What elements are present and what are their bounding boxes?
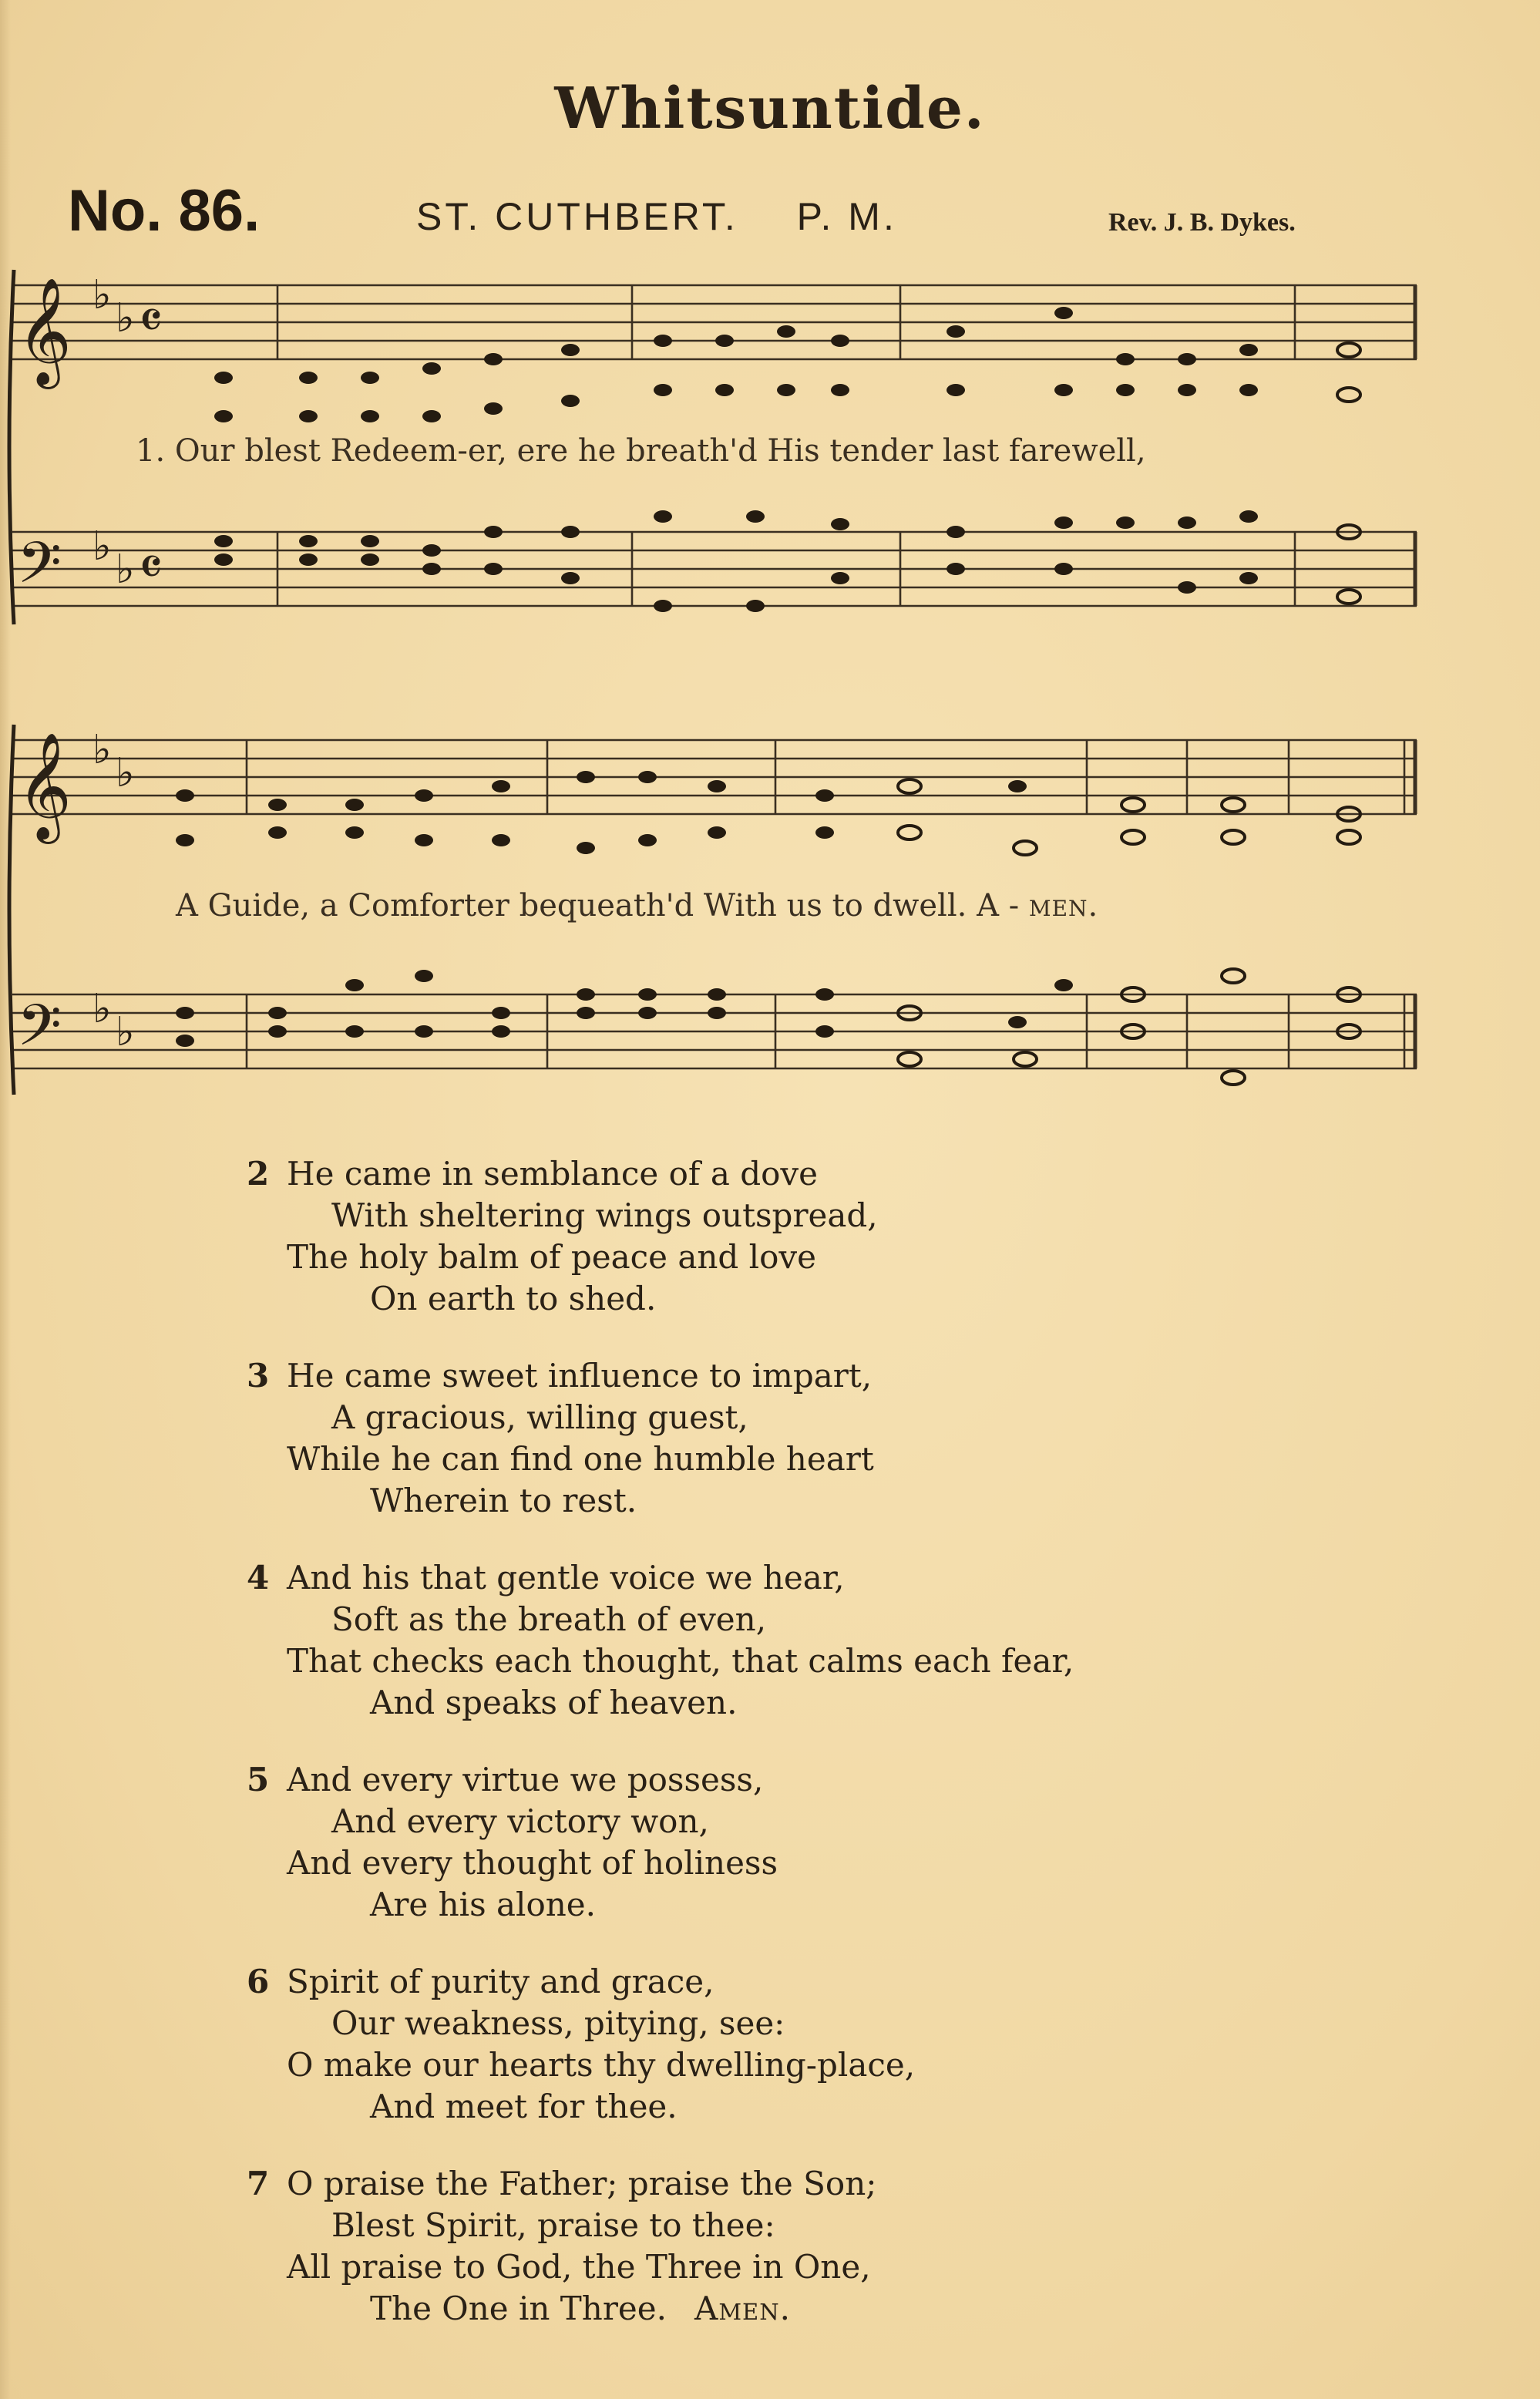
bass-half-notes-system-1: [1337, 525, 1360, 604]
bass-clef-icon-2: [17, 992, 62, 1073]
treble-clef-icon: [17, 278, 72, 389]
verse-line: O make our hearts thy dwelling-place,: [287, 2046, 916, 2084]
verse-2: [247, 1153, 1403, 1320]
svg-text:𝄢: 𝄢: [17, 530, 62, 611]
verse-number: 3: [247, 1357, 270, 1395]
svg-text:♭: ♭: [116, 295, 135, 342]
verse-text: And every virtue we possess,: [287, 1761, 764, 1798]
svg-text:♭: ♭: [116, 1009, 135, 1055]
verse-line: And meet for thee.: [370, 2088, 678, 2125]
verse-number: 4: [247, 1559, 270, 1597]
verse-line: Blest Spirit, praise to thee:: [331, 2206, 775, 2244]
svg-text:♭: ♭: [92, 727, 112, 773]
verse-line: And speaks of heaven.: [370, 1684, 738, 1721]
verse-line: That checks each thought, that calms each fear,: [287, 1642, 1074, 1680]
section-title: Whitsuntide.: [554, 76, 986, 142]
verse-4: [247, 1557, 1403, 1724]
verse-line: Soft as the breath of even,: [331, 1600, 767, 1638]
svg-text:𝄴: 𝄴: [139, 536, 163, 599]
treble-half-notes-system-1: [1337, 343, 1360, 402]
system-brace: [9, 270, 14, 624]
svg-text:♭: ♭: [92, 523, 112, 570]
verse-text: He came in semblance of a dove: [287, 1155, 818, 1193]
verse-line: [247, 1557, 1403, 1599]
hymn-header: [0, 177, 1540, 254]
lyric-amen: men.: [1028, 888, 1099, 924]
svg-text:𝄴: 𝄴: [139, 289, 163, 352]
verse-line: A gracious, willing guest,: [331, 1398, 748, 1436]
music-system-2: [0, 709, 1540, 1141]
verse-line: Are his alone.: [370, 1886, 597, 1923]
tune-meter: P. M.: [796, 195, 897, 238]
bass-notes-system-1: [214, 510, 1258, 612]
verse-text: And his that gentle voice we hear,: [287, 1559, 845, 1597]
verse-3: [247, 1355, 1403, 1522]
treble-clef-icon-2: [17, 732, 72, 844]
hymn-number: No. 86.: [68, 178, 261, 244]
verse-amen: Amen.: [694, 2290, 791, 2327]
treble-staff-2: [12, 740, 1417, 814]
verse-number: 5: [247, 1761, 270, 1798]
verse-line: [247, 2163, 1403, 2205]
verse-number: 2: [247, 1155, 270, 1193]
key-signature-flats: [92, 272, 135, 593]
system-brace-2: [9, 725, 14, 1095]
svg-text:♭: ♭: [116, 547, 135, 593]
verse-line: All praise to God, the Three in One,: [287, 2248, 871, 2286]
verse-line: And every victory won,: [331, 1802, 709, 1840]
bass-notes-system-2: [176, 970, 1073, 1047]
svg-text:𝄞: 𝄞: [17, 732, 72, 839]
tune-title: [416, 194, 897, 239]
verse-line: With sheltering wings outspread,: [331, 1196, 878, 1234]
lyric-line-2: [176, 888, 1098, 924]
lyric-line-2-main: A Guide, a Comforter bequeath'd With us to dwell. A -: [176, 888, 1020, 924]
svg-text:♭: ♭: [92, 272, 112, 318]
verse-5: [247, 1759, 1403, 1926]
verse-number: 6: [247, 1963, 270, 2000]
svg-text:𝄢: 𝄢: [17, 992, 62, 1073]
svg-text:♭: ♭: [116, 750, 135, 796]
treble-staff-1: [12, 285, 1417, 359]
verse-line: [247, 1759, 1403, 1801]
composer: Rev. J. B. Dykes.: [1108, 208, 1296, 237]
verse-line: Wherein to rest.: [370, 1482, 637, 1519]
verses: [247, 1153, 1403, 2365]
verse-line: [247, 1153, 1403, 1195]
verse-line: While he can find one humble heart: [287, 1440, 874, 1478]
bass-staff-2: [12, 994, 1417, 1068]
verse-line: Our weakness, pitying, see:: [331, 2004, 785, 2042]
verse-text: O praise the Father; praise the Son;: [287, 2165, 877, 2202]
tune-name: ST. CUTHBERT.: [416, 195, 738, 238]
verse-line: [247, 2288, 1403, 2330]
bass-half-notes-system-2: [898, 969, 1360, 1085]
verse-text: The One in Three.: [370, 2290, 667, 2327]
verse-number: 7: [247, 2165, 270, 2202]
verse-text: Spirit of purity and grace,: [287, 1963, 715, 2000]
verse-line: On earth to shed.: [370, 1280, 657, 1317]
music-system-1: [0, 262, 1540, 663]
treble-half-notes-system-2: [898, 779, 1360, 855]
verse-line: [247, 1355, 1403, 1397]
lyric-line-1: 1. Our blest Redeem-er, ere he breath'd His tender last farewell,: [136, 433, 1146, 469]
verse-6: [247, 1961, 1403, 2128]
treble-notes-system-1: [214, 307, 1258, 422]
music-score-system-2: [0, 709, 1540, 1141]
svg-text:♭: ♭: [92, 986, 112, 1032]
verse-7: [247, 2163, 1403, 2330]
verse-line: The holy balm of peace and love: [287, 1238, 816, 1276]
svg-text:𝄞: 𝄞: [17, 278, 72, 385]
verse-text: He came sweet influence to impart,: [287, 1357, 873, 1395]
verse-line: [247, 1961, 1403, 2003]
bass-clef-icon: [17, 530, 62, 611]
verse-line: And every thought of holiness: [287, 1844, 778, 1882]
